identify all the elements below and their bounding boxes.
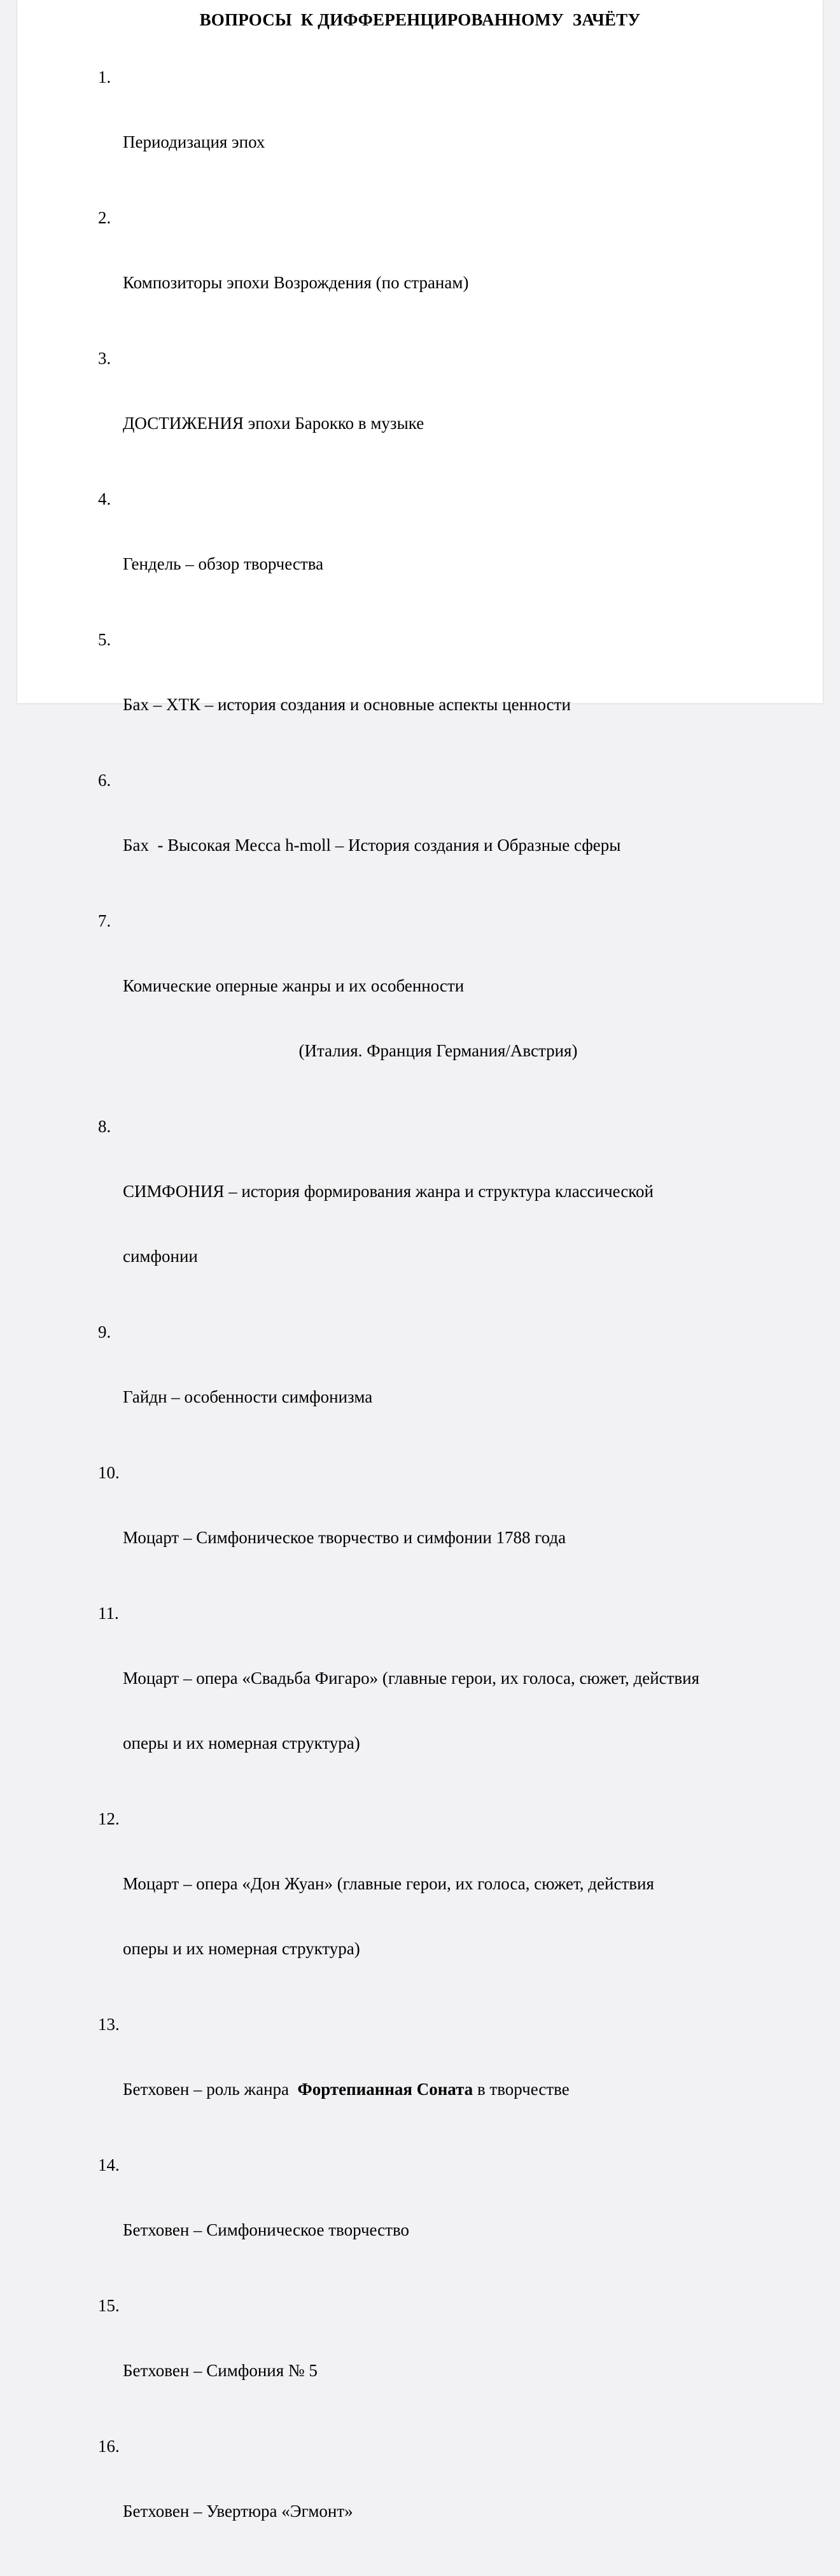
- question-number: 4.: [98, 489, 111, 508]
- question-text-bold: Фортепианная Соната: [297, 2080, 473, 2099]
- question-item: [98, 2013, 804, 2143]
- question-text: Моцарт – Симфоническое творчество и симфонии 1788 года: [123, 1528, 566, 1547]
- question-number: 13.: [98, 2015, 120, 2034]
- question-item: [98, 910, 804, 1105]
- question-item: [98, 1602, 804, 1797]
- question-text: Гендель – обзор творчества: [123, 554, 324, 573]
- question-item: [98, 769, 804, 899]
- question-text: Бах - Высокая Месса h-moll – История создания и Образные сферы: [123, 836, 621, 855]
- question-number: 9.: [98, 1322, 111, 1341]
- question-number: 10.: [98, 1463, 120, 1482]
- question-item: [98, 2435, 804, 2565]
- question-text: Моцарт – опера «Дон Жуан» (главные герои, их голоса, сюжет, действия: [123, 1874, 654, 1893]
- question-text: Моцарт – опера «Свадьба Фигаро» (главные герои, их голоса, сюжет, действия: [123, 1669, 700, 1688]
- question-number: 5.: [98, 630, 111, 649]
- question-number: 6.: [98, 771, 111, 790]
- question-text: СИМФОНИЯ – история формирования жанра и структура классической: [123, 1182, 654, 1201]
- question-item: [98, 2154, 804, 2284]
- question-number: 1.: [98, 67, 111, 87]
- question-item: [98, 347, 804, 477]
- question-item: [98, 1808, 804, 2003]
- question-number: 14.: [98, 2155, 120, 2174]
- question-number: 11.: [98, 1604, 119, 1623]
- question-text: Бетховен – Симфония № 5: [123, 2361, 318, 2380]
- question-text: Бетховен – Увертюра «Эгмонт»: [123, 2502, 353, 2521]
- question-item: [98, 1462, 804, 1592]
- question-text-end: в творчестве: [473, 2080, 570, 2099]
- question-number: 2.: [98, 208, 111, 227]
- question-item: [98, 629, 804, 759]
- question-text-continued: оперы и их номерная структура): [123, 1733, 360, 1753]
- question-number: 15.: [98, 2296, 120, 2315]
- question-item: [98, 207, 804, 337]
- question-text: [123, 2078, 804, 2100]
- document-title: ВОПРОСЫ К ДИФФЕРЕНЦИРОВАННОМУ ЗАЧЁТУ: [199, 10, 641, 29]
- question-text: ДОСТИЖЕНИЯ эпохи Барокко в музыке: [123, 414, 424, 433]
- question-text: Гайдн – особенности симфонизма: [123, 1387, 373, 1406]
- question-number: 16.: [98, 2437, 120, 2456]
- question-text-continued: оперы и их номерная структура): [123, 1939, 360, 1958]
- question-item: [98, 2295, 804, 2425]
- question-text-start: Бетховен – роль жанра: [123, 2080, 298, 2099]
- questions-list: [98, 66, 804, 2576]
- question-subtext: (Италия. Франция Германия/Австрия): [298, 1041, 578, 1060]
- question-number: 7.: [98, 911, 111, 930]
- question-text: Периодизация эпох: [123, 132, 265, 151]
- question-text: Комические оперные жанры и их особенности: [123, 976, 465, 995]
- document-page: [17, 0, 823, 2521]
- question-text: Композиторы эпохи Возрождения (по странам): [123, 273, 469, 292]
- question-number: 12.: [98, 1809, 120, 1828]
- question-number: 8.: [98, 1117, 111, 1136]
- question-text: Бетховен – Симфоническое творчество: [123, 2220, 410, 2239]
- question-text-continued: симфонии: [123, 1247, 198, 1266]
- question-item: [98, 1116, 804, 1310]
- question-item: [98, 488, 804, 618]
- question-item: [98, 1321, 804, 1451]
- question-item: [98, 66, 804, 196]
- question-text: Бах – ХТК – история создания и основные аспекты ценности: [123, 695, 571, 714]
- question-number: 3.: [98, 349, 111, 368]
